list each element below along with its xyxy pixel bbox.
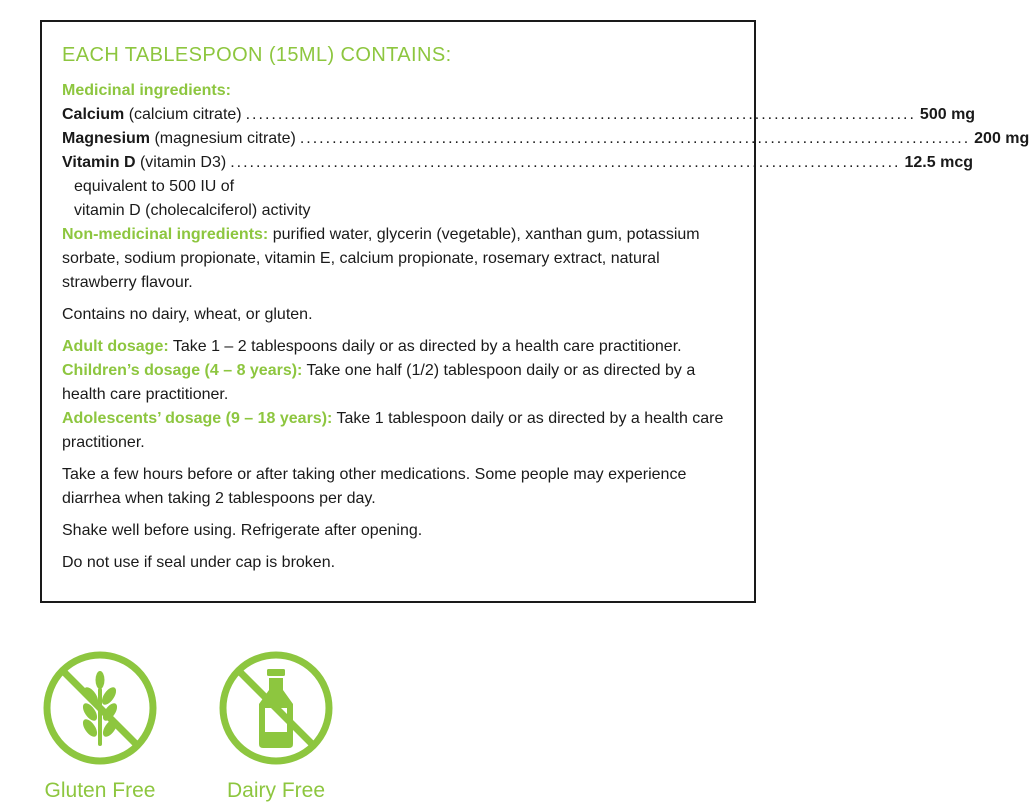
- dairy-free-badge: [212, 648, 340, 804]
- dairy-free-label: Dairy Free: [226, 779, 326, 802]
- supplement-facts-panel: [40, 20, 1029, 603]
- storage-note: Shake well before using. Refrigerate after opening.: [62, 522, 423, 539]
- medication-warning: Take a few hours before or after taking other medications. Some people may experience diarrhea when taking 2 tablespoons per day.: [62, 466, 687, 507]
- non-medicinal-title: Non-medicinal ingredients:: [62, 226, 269, 243]
- children-dosage-text: Take one half (1/2) tablespoon daily or as directed by a health care practitioner.: [62, 362, 696, 403]
- ingredient-amount: 200 mg: [974, 130, 1029, 147]
- ingredient-name: Magnesium: [62, 130, 151, 147]
- children-dosage-label: Children’s dosage (4 – 8 years):: [62, 362, 303, 379]
- ingredient-detail: (calcium citrate): [128, 106, 242, 123]
- ingredient-amount: 500 mg: [919, 106, 976, 123]
- milk-bottle-crossed-icon: [216, 648, 336, 768]
- panel-heading: EACH TABLESPOON (15ML) CONTAINS:: [62, 44, 452, 66]
- ingredient-name: Calcium: [62, 106, 125, 123]
- ingredient-row-calcium: [62, 103, 976, 127]
- vitamin-d-equivalent-line2: vitamin D (cholecalciferol) activity: [74, 202, 311, 219]
- ingredient-detail: (magnesium citrate): [154, 130, 296, 147]
- adult-dosage-text: Take 1 – 2 tablespoons daily or as directed by a health care practitioner.: [172, 338, 682, 355]
- dot-leader: ........................................................................................................: [230, 154, 901, 171]
- children-dosage: [62, 359, 737, 407]
- ingredient-detail: (vitamin D3): [139, 154, 227, 171]
- dot-leader: ........................................................................................................: [245, 106, 916, 123]
- vitamin-d-equivalent-line1: equivalent to 500 IU of: [74, 178, 235, 195]
- seal-note: Do not use if seal under cap is broken.: [62, 554, 336, 571]
- wheat-crossed-icon: [40, 648, 160, 768]
- ingredient-row-vitamin-d: [62, 151, 973, 175]
- gluten-free-badge: [36, 648, 164, 804]
- medicinal-ingredients-title: Medicinal ingredients:: [62, 82, 231, 99]
- dot-leader: ........................................................................................................: [299, 130, 971, 147]
- non-medicinal-text: purified water, glycerin (vegetable), xanthan gum, potassium sorbate, sodium propionate, vitamin E, calcium propionate, rosemary extract, natural strawberry flavour.: [62, 226, 700, 291]
- adolescent-dosage-text: Take 1 tablespoon daily or as directed by a health care practitioner.: [62, 410, 724, 451]
- adolescent-dosage: [62, 407, 737, 455]
- gluten-free-label: Gluten Free: [44, 779, 156, 802]
- ingredient-row-magnesium: [62, 127, 1029, 151]
- ingredient-name: Vitamin D: [62, 154, 136, 171]
- adult-dosage-label: Adult dosage:: [62, 338, 169, 355]
- ingredient-amount: 12.5 mcg: [904, 154, 973, 171]
- adult-dosage: [62, 335, 737, 359]
- allergen-note: Contains no dairy, wheat, or gluten.: [62, 306, 313, 323]
- non-medicinal-ingredients: [62, 223, 737, 295]
- adolescent-dosage-label: Adolescents’ dosage (9 – 18 years):: [62, 410, 333, 427]
